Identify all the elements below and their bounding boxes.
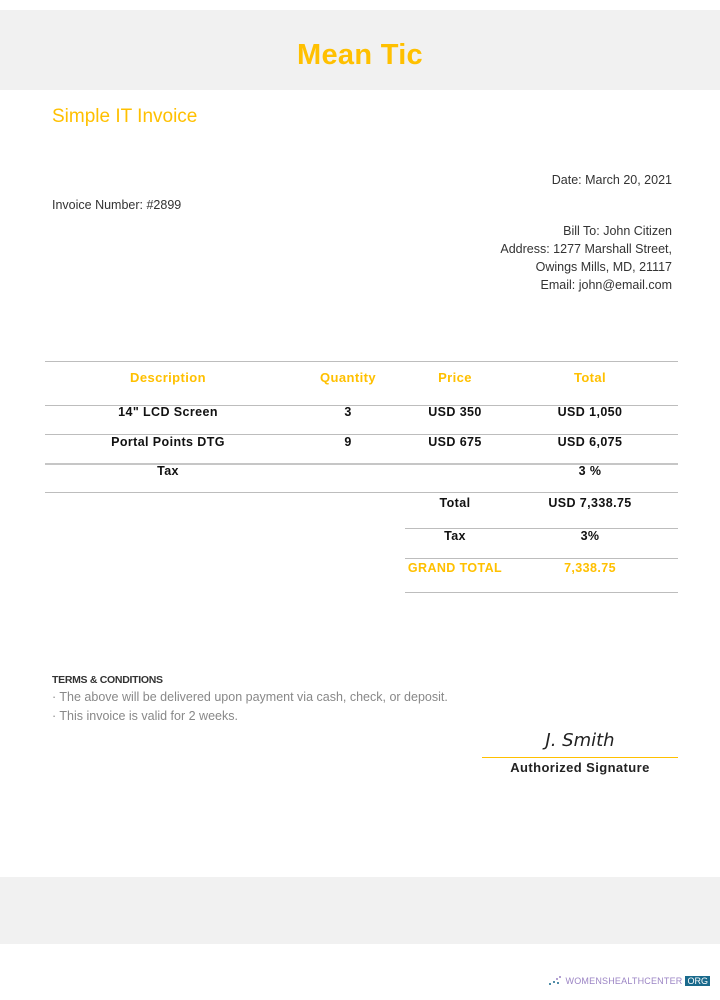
terms-title: TERMS & CONDITIONS <box>52 674 163 686</box>
bill-to-block <box>500 222 672 294</box>
terms-item: · This invoice is valid for 2 weeks. <box>52 709 238 723</box>
column-header-description: Description <box>130 370 206 385</box>
invoice-number: Invoice Number: #2899 <box>52 198 182 212</box>
signature-line <box>482 757 678 758</box>
grand-total-value: 7,338.75 <box>564 561 616 575</box>
bill-to-address-line1: Address: 1277 Marshall Street, <box>500 242 672 256</box>
watermark-suffix: ORG <box>687 976 708 986</box>
column-header-price: Price <box>438 370 472 385</box>
row-total: USD 6,075 <box>557 435 623 449</box>
tax-value: 3 % <box>578 464 602 478</box>
summary-rule <box>405 558 678 559</box>
row-price: USD 675 <box>428 435 482 449</box>
summary-rule <box>405 592 678 593</box>
header-band <box>0 10 720 90</box>
watermark <box>549 976 710 986</box>
grand-total-label: GRAND TOTAL <box>407 561 503 575</box>
summary-total-label: Total <box>439 496 471 510</box>
document-title: Simple IT Invoice <box>52 106 198 127</box>
bill-to-name: Bill To: John Citizen <box>563 224 672 238</box>
table-rule <box>45 492 678 493</box>
row-quantity: 9 <box>344 435 352 449</box>
row-quantity: 3 <box>344 405 352 419</box>
watermark-text: WOMENSHEALTHCENTER <box>565 976 683 986</box>
bill-to-email: Email: john@email.com <box>540 278 672 292</box>
row-description: Portal Points DTG <box>111 435 225 449</box>
row-description: 14" LCD Screen <box>118 405 218 419</box>
table-top-rule <box>45 361 678 362</box>
bill-to-address-line2: Owings Mills, MD, 21117 <box>535 260 672 274</box>
row-price: USD 350 <box>428 405 482 419</box>
column-header-total: Total <box>573 370 607 385</box>
footer-band <box>0 877 720 944</box>
summary-tax-value: 3% <box>580 529 600 543</box>
row-total: USD 1,050 <box>557 405 623 419</box>
signature-label: Authorized Signature <box>510 760 650 775</box>
watermark-dots-icon <box>549 976 563 986</box>
company-name: Mean Tic <box>297 38 423 71</box>
summary-total-value: USD 7,338.75 <box>548 496 632 510</box>
summary-tax-label: Tax <box>444 529 466 543</box>
terms-item: · The above will be delivered upon payment via cash, check, or deposit. <box>52 690 448 704</box>
invoice-date: Date: March 20, 2021 <box>551 173 672 187</box>
signature-name: J. Smith <box>545 730 615 751</box>
tax-label: Tax <box>157 464 179 478</box>
column-header-quantity: Quantity <box>320 370 376 385</box>
